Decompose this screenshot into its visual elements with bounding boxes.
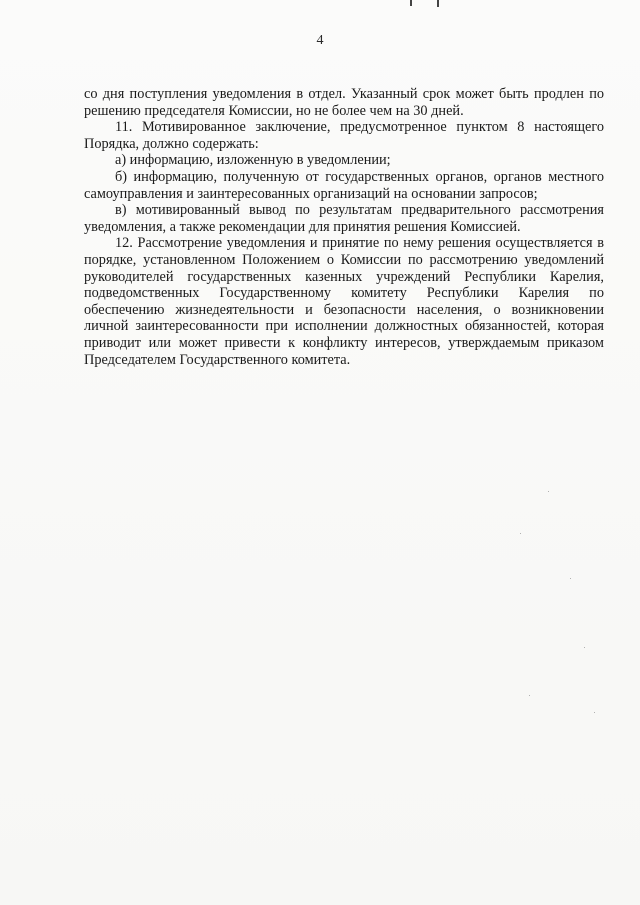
scan-artifact bbox=[410, 0, 412, 6]
scan-speck bbox=[570, 578, 571, 579]
document-body bbox=[84, 86, 604, 368]
scan-speck bbox=[520, 533, 521, 534]
scan-speck bbox=[548, 491, 549, 492]
paragraph-subitem-b: б) информацию, полученную от государственных органов, органов местного самоуправления и заинтересованных организаций на основании запросов; bbox=[84, 168, 604, 202]
paragraph-subitem-v: в) мотивированный вывод по результатам предварительного рассмотрения уведомления, а также рекомендации для принятия решения Комиссией. bbox=[84, 202, 604, 235]
paragraph-item-12: 12. Рассмотрение уведомления и принятие по нему решения осуществляется в порядке, установленном Положением о Комиссии по рассмотрению уведомлений руководителей государственных казенных учреждений Республики Карелия, подведомственных Государственному комитету Республики Карелия по обеспечению жизнедеятельности и безопасности населения, о возникновении личной заинтересованности при исполнении должностных обязанностей, которая приводит или может привести к конфликту интересов, утверждаемым приказом Председателем Государственного комитета. bbox=[84, 235, 604, 368]
scan-artifact bbox=[437, 0, 439, 7]
scan-speck bbox=[594, 712, 595, 713]
paragraph-item-11: 11. Мотивированное заключение, предусмотренное пунктом 8 настоящего Порядка, должно содержать: bbox=[84, 119, 604, 152]
scan-speck bbox=[529, 695, 530, 696]
page-number: 4 bbox=[316, 33, 324, 48]
scan-speck bbox=[584, 647, 585, 648]
paragraph-continuation: со дня поступления уведомления в отдел. Указанный срок может быть продлен по решению председателя Комиссии, но не более чем на 30 дней. bbox=[84, 86, 604, 119]
paragraph-subitem-a: а) информацию, изложенную в уведомлении; bbox=[115, 152, 391, 169]
